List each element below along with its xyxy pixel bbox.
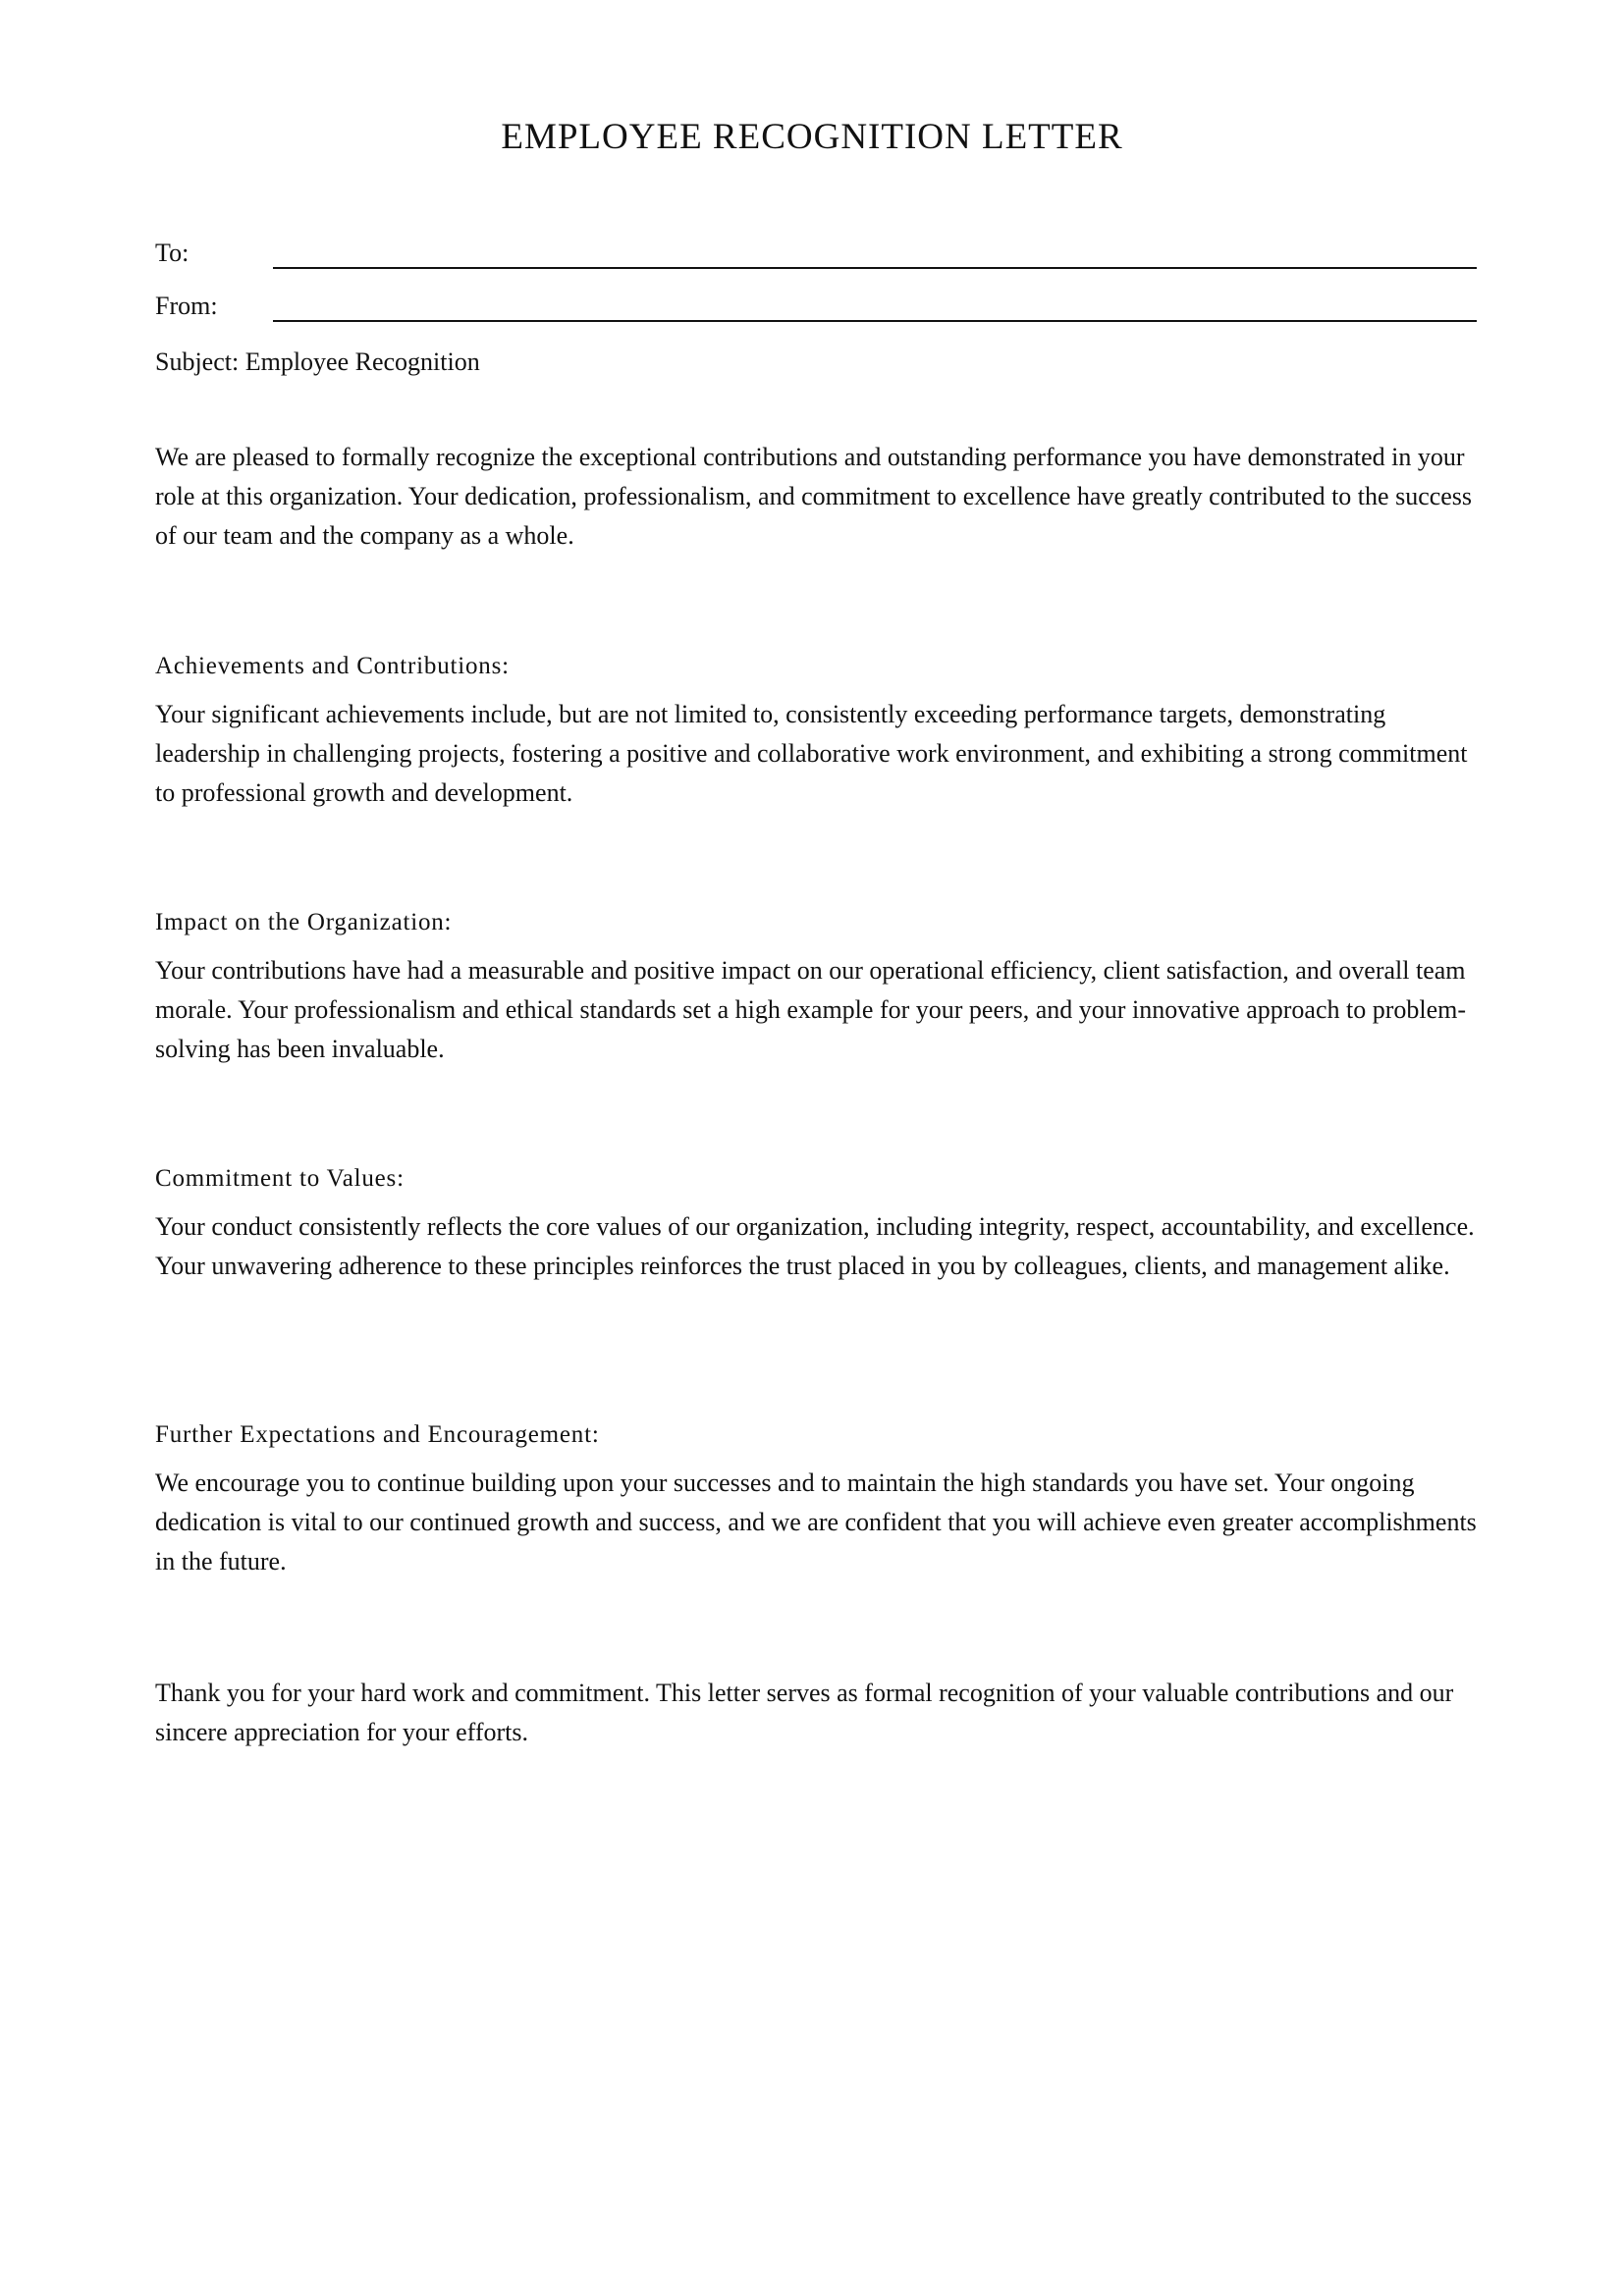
intro-paragraph: We are pleased to formally recognize the exceptional contributions and outstanding performance you have demonstrated in your role at this organization. Your dedication, professionalism, and commitment to excellence have greatly contributed to the success of our team and the company as a whole. bbox=[155, 443, 1473, 550]
from-label: From: bbox=[155, 292, 218, 320]
closing-paragraph: Thank you for your hard work and commitment. This letter serves as formal recognition of your valuable contributions and our sincere appreciation for your efforts. bbox=[155, 1679, 1454, 1746]
to-blank-line[interactable] bbox=[273, 267, 1477, 269]
from-blank-line[interactable] bbox=[273, 320, 1477, 322]
section-body-expectations: We encourage you to continue building upon your successes and to maintain the high standards you have set. Your ongoing dedication is vital to our continued growth and success, and we are confident that you will achieve even greater accomplishments in the future. bbox=[155, 1468, 1477, 1575]
section-body-achievements: Your significant achievements include, but are not limited to, consistently exceeding performance targets, demonstrating leadership in challenging projects, fostering a positive and collaborative work environment, and exhibiting a strong commitment to professional growth and development. bbox=[155, 700, 1468, 807]
section-body-values: Your conduct consistently reflects the core values of our organization, including integrity, respect, accountability, and excellence. Your unwavering adherence to these principles reinforces the trust placed in you by colleagues, clients, and management alike. bbox=[155, 1212, 1475, 1280]
from-field-row bbox=[155, 289, 1477, 324]
section-heading-values: Commitment to Values: bbox=[155, 1165, 405, 1192]
section-heading-expectations: Further Expectations and Encouragement: bbox=[155, 1421, 600, 1448]
to-field-row bbox=[155, 236, 1477, 271]
section-heading-achievements: Achievements and Contributions: bbox=[155, 653, 510, 679]
section-body-impact: Your contributions have had a measurable and positive impact on our operational efficiency, client satisfaction, and overall team morale. Your professionalism and ethical standards set a high example for your peers, and your innovative approach to problem-solving has been invaluable. bbox=[155, 956, 1467, 1063]
letter-title: EMPLOYEE RECOGNITION LETTER bbox=[501, 117, 1123, 157]
subject-line: Subject: Employee Recognition bbox=[155, 347, 480, 376]
to-label: To: bbox=[155, 239, 189, 267]
section-heading-impact: Impact on the Organization: bbox=[155, 909, 453, 935]
